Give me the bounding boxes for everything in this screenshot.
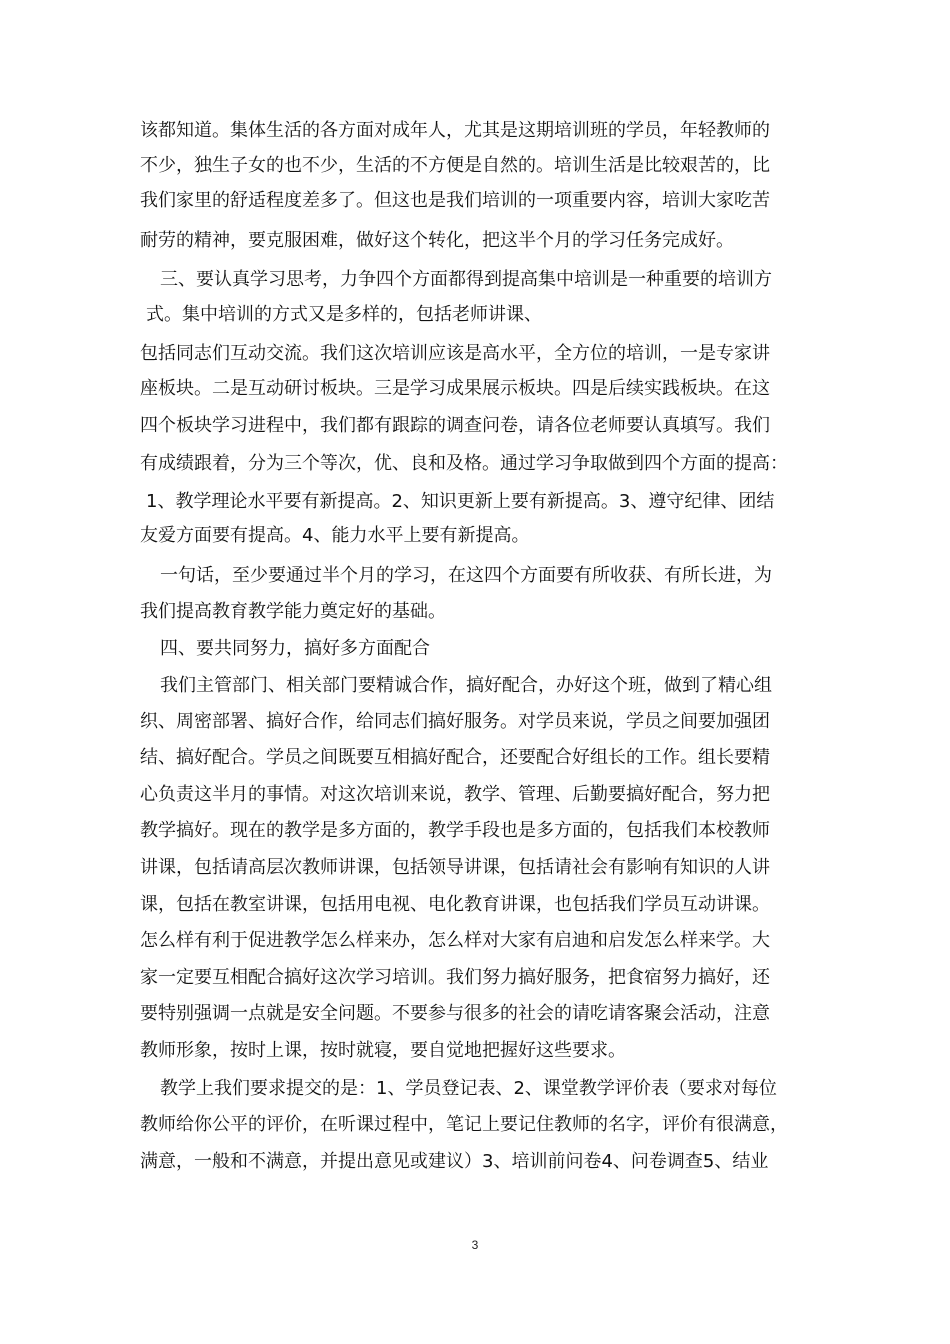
text-line: 不少，独生子女的也不少，生活的不方便是自然的。培训生活是比较艰苦的，比 xyxy=(140,155,770,176)
text-line: 织、周密部署、搞好合作，给同志们搞好服务。对学员来说，学员之间要加强团 xyxy=(140,711,770,732)
text-line: 讲课，包括请高层次教师讲课，包括领导讲课，包括请社会有影响有知识的人讲 xyxy=(140,857,770,878)
text-line: 有成绩跟着，分为三个等次，优、良和及格。通过学习争取做到四个方面的提高： xyxy=(140,453,788,474)
section-heading: 四、要共同努力，搞好多方面配合 xyxy=(160,638,430,659)
text-line: 家一定要互相配合搞好这次学习培训。我们努力搞好服务，把食宿努力搞好，还 xyxy=(140,967,770,988)
text-line: 怎么样有利于促进教学怎么样来办，怎么样对大家有启迪和启发怎么样来学。大 xyxy=(140,930,770,951)
text-line: 教学搞好。现在的教学是多方面的，教学手段也是多方面的，包括我们本校教师 xyxy=(140,820,770,841)
text-line: 四个板块学习进程中，我们都有跟踪的调查问卷，请各位老师要认真填写。我们 xyxy=(140,415,770,436)
text-line: 包括同志们互动交流。我们这次培训应该是高水平，全方位的培训，一是专家讲 xyxy=(140,343,770,364)
text-line: 我们家里的舒适程度差多了。但这也是我们培训的一项重要内容，培训大家吃苦 xyxy=(140,190,770,211)
text-line: 教师形象，按时上课，按时就寝，要自觉地把握好这些要求。 xyxy=(140,1040,626,1061)
text-line: 座板块。二是互动研讨板块。三是学习成果展示板块。四是后续实践板块。在这 xyxy=(140,378,770,399)
text-line: 教师给你公平的评价，在听课过程中，笔记上要记住教师的名字，评价有很满意， xyxy=(140,1114,788,1135)
text-line: 式。集中培训的方式又是多样的，包括老师讲课、 xyxy=(146,304,542,325)
page-number: 3 xyxy=(471,1238,479,1252)
text-line: 友爱方面要有提高。4、能力水平上要有新提高。 xyxy=(140,525,530,546)
text-line: 满意，一般和不满意，并提出意见或建议）3、培训前问卷4、问卷调查5、结业 xyxy=(140,1151,769,1172)
text-line: 我们主管部门、相关部门要精诚合作，搞好配合，办好这个班，做到了精心组 xyxy=(160,675,772,696)
text-line: 1、教学理论水平要有新提高。2、知识更新上要有新提高。3、遵守纪律、团结 xyxy=(146,491,775,512)
text-line: 心负责这半月的事情。对这次培训来说，教学、管理、后勤要搞好配合，努力把 xyxy=(140,784,770,805)
text-line: 耐劳的精神，要克服困难，做好这个转化，把这半个月的学习任务完成好。 xyxy=(140,230,734,251)
text-line: 一句话，至少要通过半个月的学习，在这四个方面要有所收获、有所长进，为 xyxy=(160,565,772,586)
text-line: 课，包括在教室讲课，包括用电视、电化教育讲课，也包括我们学员互动讲课。 xyxy=(140,894,770,915)
text-line: 我们提高教育教学能力奠定好的基础。 xyxy=(140,601,446,622)
text-line: 教学上我们要求提交的是：1、学员登记表、2、课堂教学评价表（要求对每位 xyxy=(160,1078,777,1099)
text-line: 该都知道。集体生活的各方面对成年人，尤其是这期培训班的学员，年轻教师的 xyxy=(140,120,770,141)
text-line: 结、搞好配合。学员之间既要互相搞好配合，还要配合好组长的工作。组长要精 xyxy=(140,747,770,768)
section-heading: 三、要认真学习思考，力争四个方面都得到提高集中培训是一种重要的培训方 xyxy=(160,269,772,290)
text-line: 要特别强调一点就是安全问题。不要参与很多的社会的请吃请客聚会活动，注意 xyxy=(140,1003,770,1024)
